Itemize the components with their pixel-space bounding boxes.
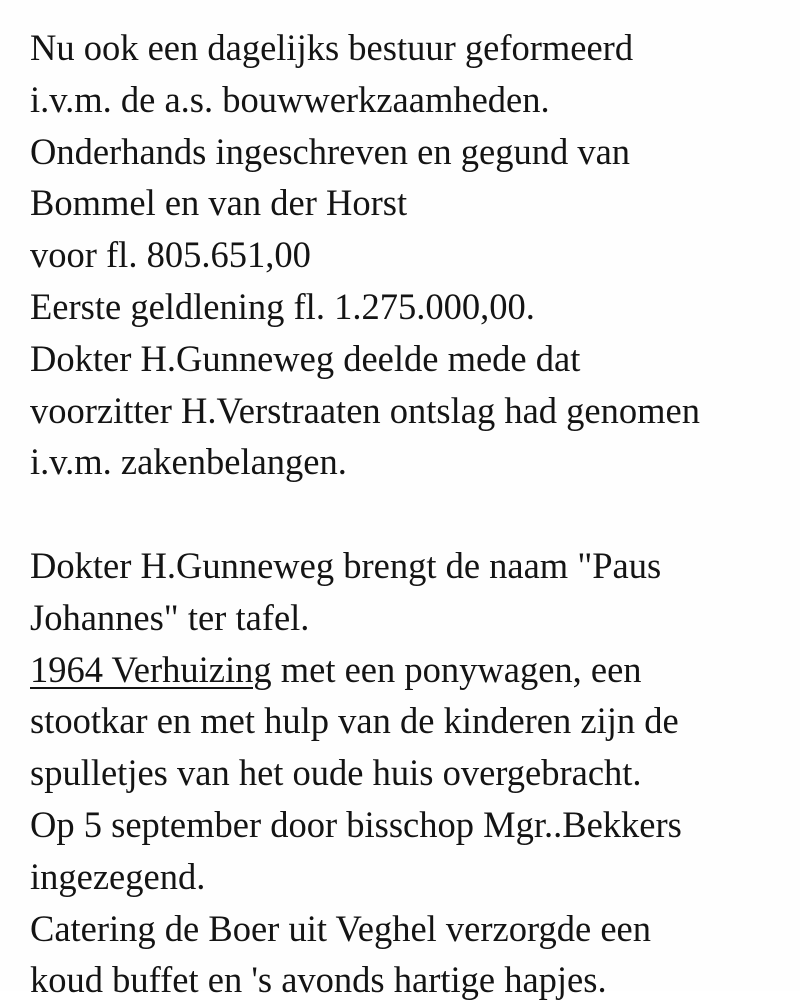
text-line: Bommel en van der Horst bbox=[30, 182, 408, 224]
text-line: spulletjes van het oude huis overgebracht. bbox=[30, 752, 642, 794]
underlined-heading: 1964 Verhuizing bbox=[30, 648, 272, 690]
text-line: Catering de Boer uit Veghel verzorgde een bbox=[30, 907, 651, 949]
text-line-continuation: met een ponywagen, een bbox=[271, 648, 642, 690]
text-line: Nu ook een dagelijks bestuur geformeerd bbox=[30, 27, 634, 68]
text-line-with-heading bbox=[30, 644, 795, 696]
text-line: i.v.m. zakenbelangen. bbox=[30, 441, 347, 483]
text-line: Eerste geldlening fl. 1.275.000,00. bbox=[30, 285, 535, 327]
text-line: i.v.m. de a.s. bouwwerkzaamheden. bbox=[30, 78, 550, 120]
paragraph-gap bbox=[30, 488, 795, 540]
text-line: Dokter H.Gunneweg brengt de naam "Paus bbox=[30, 544, 662, 586]
text-line: stootkar en met hulp van de kinderen zijn de bbox=[30, 700, 679, 742]
text-line: voorzitter H.Verstraaten ontslag had genomen bbox=[30, 389, 700, 431]
text-line: Op 5 september door bisschop Mgr..Bekkers bbox=[30, 803, 682, 845]
text-line: Onderhands ingeschreven en gegund van bbox=[30, 130, 631, 172]
text-line: ingezegend. bbox=[30, 855, 206, 897]
text-line: voor fl. 805.651,00 bbox=[30, 234, 311, 276]
text-line: Johannes" ter tafel. bbox=[30, 596, 310, 638]
text-line: koud buffet en 's avonds hartige hapjes. bbox=[30, 959, 607, 1001]
document-body bbox=[30, 22, 795, 1006]
text-line: Dokter H.Gunneweg deelde mede dat bbox=[30, 337, 581, 379]
